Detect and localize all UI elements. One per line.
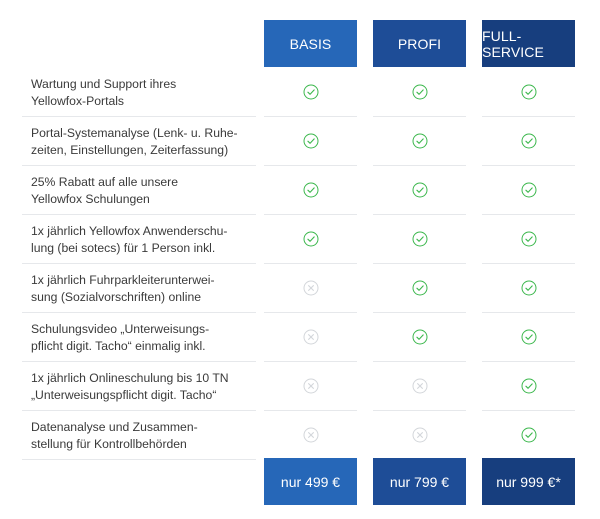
- check-circle-icon: [303, 182, 319, 198]
- feature-label: [31, 264, 256, 313]
- check-circle-icon: [412, 329, 428, 345]
- feature-cell-profi: [373, 166, 466, 214]
- feature-cell-full-service: [482, 166, 575, 214]
- feature-cell-profi: [373, 117, 466, 165]
- feature-cell-full-service: [482, 411, 575, 459]
- feature-label: [31, 313, 256, 362]
- price-button-full-service[interactable]: nur 999 €*: [482, 458, 575, 505]
- feature-cell-profi: [373, 362, 466, 410]
- feature-label-line: lung (bei sotecs) für 1 Person inkl.: [31, 240, 216, 255]
- check-circle-icon: [412, 182, 428, 198]
- feature-cell-full-service: [482, 215, 575, 263]
- feature-cell-basis: [264, 68, 357, 116]
- check-circle-icon: [412, 231, 428, 247]
- feature-cell-full-service: [482, 264, 575, 312]
- check-circle-icon: [303, 231, 319, 247]
- check-circle-icon: [521, 133, 537, 149]
- feature-cell-basis: [264, 215, 357, 263]
- feature-cell-profi: [373, 215, 466, 263]
- feature-cell-basis: [264, 411, 357, 459]
- feature-label: [31, 215, 256, 264]
- price-button-profi[interactable]: nur 799 €: [373, 458, 466, 505]
- plan-header-profi: PROFI: [373, 20, 466, 67]
- feature-label-line: Datenanalyse und Zusammen-: [31, 419, 198, 434]
- x-circle-icon: [303, 378, 319, 394]
- feature-label: [31, 166, 256, 215]
- feature-label-line: „Unterweisungspflicht digit. Tacho“: [31, 387, 217, 402]
- x-circle-icon: [303, 329, 319, 345]
- check-circle-icon: [521, 84, 537, 100]
- price-button-basis[interactable]: nur 499 €: [264, 458, 357, 505]
- feature-cell-profi: [373, 264, 466, 312]
- feature-cell-profi: [373, 411, 466, 459]
- feature-label-line: 1x jährlich Yellowfox Anwenderschu-: [31, 223, 228, 238]
- feature-label: [31, 68, 256, 117]
- check-circle-icon: [412, 84, 428, 100]
- feature-label: [31, 411, 256, 460]
- feature-cell-profi: [373, 313, 466, 361]
- check-circle-icon: [521, 378, 537, 394]
- table-row: [0, 362, 600, 411]
- check-circle-icon: [521, 231, 537, 247]
- feature-cell-full-service: [482, 362, 575, 410]
- feature-cell-basis: [264, 264, 357, 312]
- check-circle-icon: [412, 133, 428, 149]
- table-row: [0, 215, 600, 264]
- row-divider: [22, 459, 256, 460]
- check-circle-icon: [521, 280, 537, 296]
- feature-cell-basis: [264, 313, 357, 361]
- x-circle-icon: [412, 378, 428, 394]
- x-circle-icon: [412, 427, 428, 443]
- feature-cell-basis: [264, 362, 357, 410]
- feature-label-line: sung (Sozialvorschriften) online: [31, 289, 202, 304]
- check-circle-icon: [521, 182, 537, 198]
- feature-label-line: pflicht digit. Tacho“ einmalig inkl.: [31, 338, 206, 353]
- feature-cell-profi: [373, 68, 466, 116]
- feature-cell-full-service: [482, 68, 575, 116]
- table-row: [0, 68, 600, 117]
- plan-header-basis: BASIS: [264, 20, 357, 67]
- check-circle-icon: [521, 329, 537, 345]
- check-circle-icon: [412, 280, 428, 296]
- table-row: [0, 264, 600, 313]
- feature-label-line: Yellowfox-Portals: [31, 93, 125, 108]
- check-circle-icon: [303, 133, 319, 149]
- feature-label: [31, 117, 256, 166]
- feature-label-line: 1x jährlich Onlineschulung bis 10 TN: [31, 370, 229, 385]
- feature-label-line: Yellowfox Schulungen: [31, 191, 150, 206]
- feature-label: [31, 362, 256, 411]
- table-row: [0, 313, 600, 362]
- feature-cell-basis: [264, 166, 357, 214]
- x-circle-icon: [303, 280, 319, 296]
- feature-label-line: zeiten, Einstellungen, Zeiterfassung): [31, 142, 229, 157]
- table-row: [0, 166, 600, 215]
- feature-label-line: 1x jährlich Fuhrparkleiterunterwei-: [31, 272, 215, 287]
- feature-label-line: Wartung und Support ihres: [31, 76, 177, 91]
- feature-cell-full-service: [482, 313, 575, 361]
- table-row: [0, 117, 600, 166]
- table-row: [0, 411, 600, 460]
- feature-label-line: Schulungsvideo „Unterweisungs-: [31, 321, 210, 336]
- check-circle-icon: [303, 84, 319, 100]
- feature-cell-full-service: [482, 117, 575, 165]
- feature-cell-basis: [264, 117, 357, 165]
- feature-label-line: stellung für Kontrollbehörden: [31, 436, 187, 451]
- feature-label-line: Portal-Systemanalyse (Lenk- u. Ruhe-: [31, 125, 238, 140]
- plan-header-full-service: FULL-SERVICE: [482, 20, 575, 67]
- x-circle-icon: [303, 427, 319, 443]
- feature-label-line: 25% Rabatt auf alle unsere: [31, 174, 179, 189]
- check-circle-icon: [521, 427, 537, 443]
